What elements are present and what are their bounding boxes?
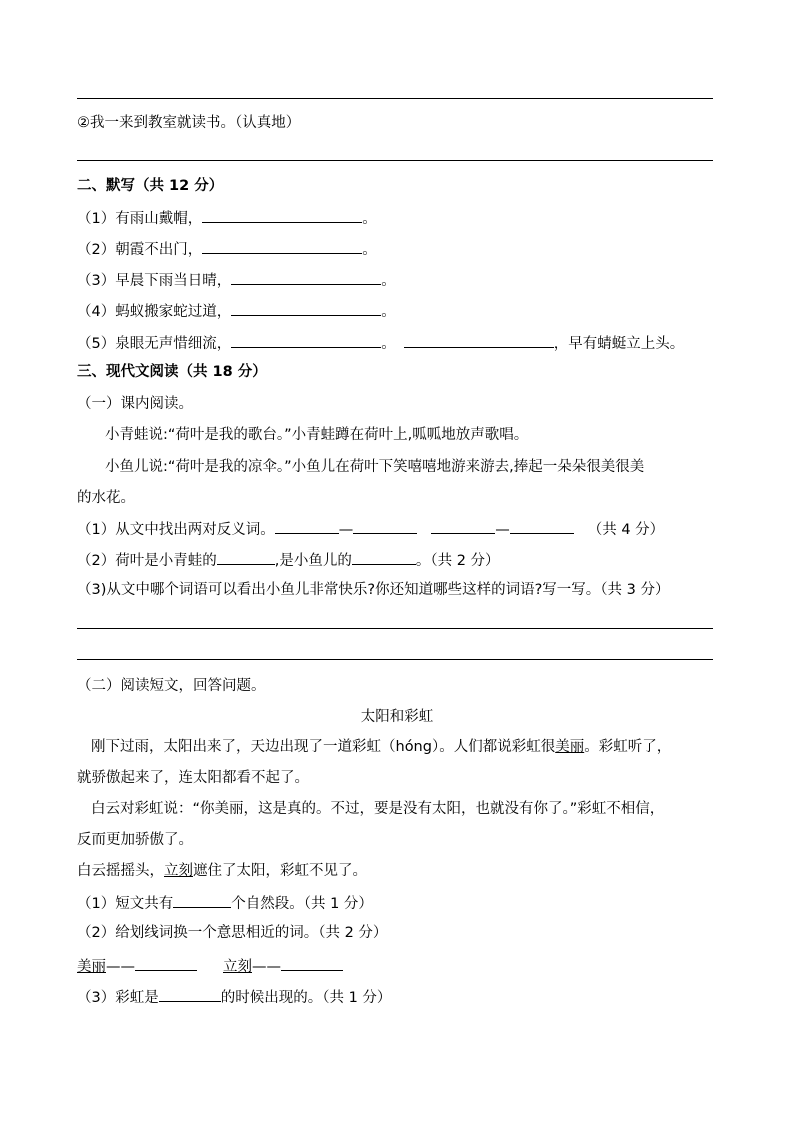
passage-2-paragraph-3 — [77, 861, 367, 881]
dashes: —— — [252, 959, 281, 975]
part-1-question-1 — [77, 518, 664, 540]
dictation-item-4 — [77, 300, 396, 322]
passage-2-paragraph-2-cont: 反而更加骄傲了。 — [77, 832, 193, 848]
underlined-word: 美丽 — [555, 739, 585, 755]
item-mid: 。 — [381, 336, 396, 352]
item-text: （1）有雨山戴帽， — [77, 211, 203, 227]
fill-blank[interactable] — [352, 549, 416, 565]
passage-1-paragraph-2: 小鱼儿说:“荷叶是我的凉伞。”小鱼儿在荷叶下笑嘻嘻地游来游去,捧起一朵朵很美很美 — [105, 459, 645, 475]
part-1-question-3: （3)从文中哪个词语可以看出小鱼儿非常快乐?你还知道哪些这样的词语?写一写。（共 3 分） — [77, 582, 670, 598]
underlined-word: 立刻 — [223, 959, 252, 975]
item-end: 。 — [362, 242, 377, 258]
underlined-word: 美丽 — [77, 959, 106, 975]
item-end: 。 — [362, 211, 377, 227]
question-text: 的时候出现的。（共 1 分） — [220, 990, 392, 1006]
part-2-label: （二）阅读短文，回答问题。 — [77, 678, 266, 694]
dash: — — [338, 522, 354, 538]
part-1-question-2 — [77, 549, 500, 571]
item-text: （3）早晨下雨当日晴， — [77, 273, 232, 289]
underlined-word: 立刻 — [164, 863, 193, 879]
fill-blank[interactable] — [202, 238, 362, 254]
dictation-item-5 — [77, 332, 684, 354]
dictation-item-1 — [77, 207, 377, 229]
item-text: （5）泉眼无声惜细流， — [77, 336, 232, 352]
paragraph-text: 。彩虹听了， — [584, 739, 672, 755]
answer-line — [77, 98, 713, 99]
fill-blank[interactable] — [281, 955, 343, 971]
part-1-label: （一）课内阅读。 — [77, 396, 193, 412]
paragraph-text: 遮住了太阳，彩虹不见了。 — [193, 863, 367, 879]
question-text: （2）荷叶是小青蛙的 — [77, 553, 217, 569]
paragraph-text: 刚下过雨，太阳出来了，天边出现了一道彩虹（hóng）。人们都说彩虹很 — [91, 739, 556, 755]
question-text: （1）从文中找出两对反义词。 — [77, 522, 275, 538]
passage-2-paragraph-1 — [91, 737, 671, 757]
passage-1-paragraph-1: 小青蛙说:“荷叶是我的歌台。”小青蛙蹲在荷叶上,呱呱地放声歌唱。 — [105, 427, 529, 443]
fill-blank[interactable] — [275, 518, 339, 534]
part-2-question-3 — [77, 986, 391, 1008]
fill-blank[interactable] — [231, 332, 381, 348]
question-1-2: ②我一来到教室就读书。（认真地） — [77, 115, 301, 131]
part-2-question-1 — [77, 892, 373, 914]
fill-blank[interactable] — [510, 518, 574, 534]
passage-2-paragraph-2: 白云对彩虹说：“你美丽，这是真的。不过，要是没有太阳，也就没有你了。”彩虹不相信， — [91, 801, 665, 817]
paragraph-text: 白云摇摇头， — [77, 863, 164, 879]
fill-blank[interactable] — [173, 892, 231, 908]
dash: — — [495, 522, 510, 538]
fill-blank[interactable] — [353, 518, 417, 534]
fill-blank[interactable] — [231, 300, 381, 316]
item-end: 。 — [381, 304, 396, 320]
question-text: （1）短文共有 — [77, 896, 174, 912]
score: （共 4 分） — [587, 522, 665, 538]
synonym-answers — [77, 955, 343, 977]
dashes: —— — [106, 959, 135, 975]
fill-blank[interactable] — [231, 269, 381, 285]
question-text: ,是小鱼儿的 — [274, 553, 352, 569]
dictation-item-2 — [77, 238, 377, 260]
fill-blank[interactable] — [404, 332, 554, 348]
answer-line — [77, 160, 713, 161]
answer-line — [77, 628, 713, 629]
fill-blank[interactable] — [217, 549, 275, 565]
score: 。（共 2 分） — [415, 553, 500, 569]
dictation-item-3 — [77, 269, 396, 291]
passage-2-paragraph-1-cont: 就骄傲起来了，连太阳都看不起了。 — [77, 770, 309, 786]
fill-blank[interactable] — [135, 955, 197, 971]
question-text: 个自然段。（共 1 分） — [231, 896, 373, 912]
item-end: ，早有蜻蜓立上头。 — [553, 336, 685, 352]
part-2-question-2: （2）给划线词换一个意思相近的词。（共 2 分） — [77, 925, 388, 941]
question-text: （3）彩虹是 — [77, 990, 159, 1006]
fill-blank[interactable] — [159, 986, 221, 1002]
passage-1-paragraph-2-cont: 的水花。 — [77, 490, 135, 506]
passage-title: 太阳和彩虹 — [360, 709, 434, 725]
section-2-heading: 二、默写（共 12 分） — [77, 178, 224, 194]
section-3-heading: 三、现代文阅读（共 18 分） — [77, 364, 267, 380]
fill-blank[interactable] — [431, 518, 495, 534]
answer-line — [77, 659, 713, 660]
fill-blank[interactable] — [202, 207, 362, 223]
item-end: 。 — [381, 273, 396, 289]
item-text: （2）朝霞不出门， — [77, 242, 203, 258]
item-text: （4）蚂蚁搬家蛇过道， — [77, 304, 232, 320]
